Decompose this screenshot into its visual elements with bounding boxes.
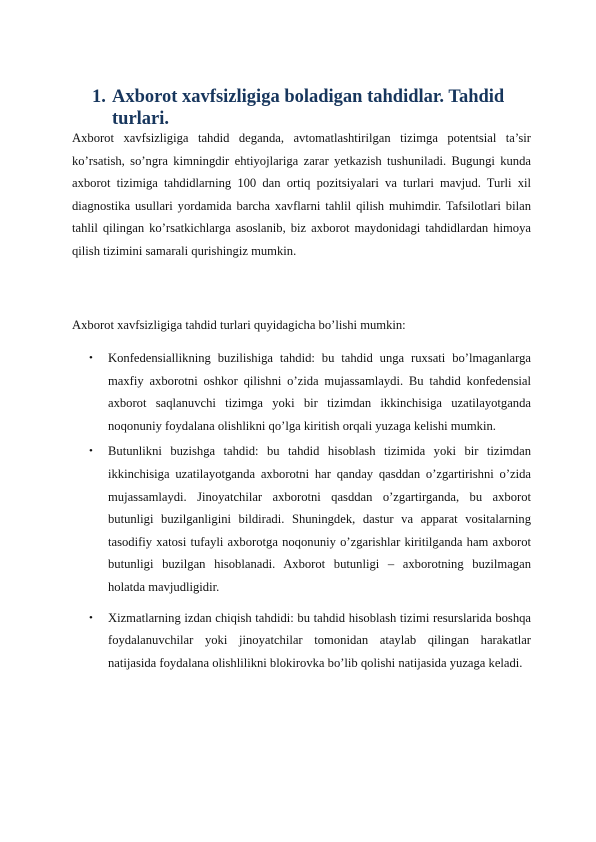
bullet-icon: • bbox=[89, 352, 93, 364]
section-title: Axborot xavfsizligiga boladigan tahdidlar. Tahdid turlari. bbox=[112, 87, 505, 130]
section-heading bbox=[92, 86, 512, 130]
list-item-text: Konfedensiallikning buzilishiga tahdid: bu tahdid unga ruxsati bo’lmaganlarga maxfiy axborotni oshkor qilishni o’zida mujassamlaydi. Bu tahdid konfedensial axborot saqlanuvchi tizimga yoki bir tizimdan ikkinchisiga uzatilayotganda noqonuniy foydalana olishlikni qo’lga kiritish orqali yuzaga kelishi mumkin. bbox=[108, 351, 531, 433]
list-item bbox=[72, 347, 531, 437]
intro-paragraph: Axborot xavfsizligiga tahdid deganda, avtomatlashtirilgan tizimga potentsial ta’sir ko’rsatish, so’ngra kimningdir ehtiyojlariga zarar yetkazish tushuniladi. Bugungi kunda axborot tizimiga tahdidlarning 100 dan ortiq pozitsiyalari va turlari mavjud. Turli xil diagnostika usullari yordamida barcha xavflarni tahlil qilish muhimdir. Tafsilotlari bilan tahlil qilingan ko’rsatkichlarga asoslanib, biz axborot maydonidagi tahdidlardan himoya qilish tizimini samarali qurishingiz mumkin. bbox=[72, 131, 531, 258]
threat-types-list bbox=[72, 347, 531, 674]
bullet-icon: • bbox=[89, 611, 93, 624]
list-item-text: Xizmatlarning izdan chiqish tahdidi: bu tahdid hisoblash tizimi resurslarida boshqa foydalanuvchilar yoki jinoyatchilar tomonidan ataylab qilingan harakatlar natijasida foydalana olishlilikni blokirovka bo’lib qolishi natijasida yuzaga keladi. bbox=[108, 610, 531, 670]
bullet-icon: • bbox=[89, 445, 93, 458]
list-item bbox=[72, 440, 531, 598]
list-item-text: Butunlikni buzishga tahdid: bu tahdid hisoblash tizimida yoki bir tizimdan ikkinchisiga uzatilayotganda axborotni har qanday qasddan o’zgartirishni o’zida mujassamlaydi. Jinoyatchilar axborotni qasddan o’zgartirganda, bu axborot butunligi buzilganligini bildiradi. Shuningdek, dastur va apparat vositalarning tasodifiy xatosi tufayli axborotga noqonuniy o’zgarishlar kiritilganda ham axborot butunligi buzilgan hisoblanadi. Axborot butunligi – axborotning buzilmagan holatda mavjudligidir. bbox=[108, 444, 531, 594]
section-number: 1. bbox=[92, 87, 106, 108]
list-item bbox=[72, 607, 531, 675]
list-lead-paragraph: Axborot xavfsizligiga tahdid turlari quyidagicha bo’lishi mumkin: bbox=[72, 318, 406, 332]
